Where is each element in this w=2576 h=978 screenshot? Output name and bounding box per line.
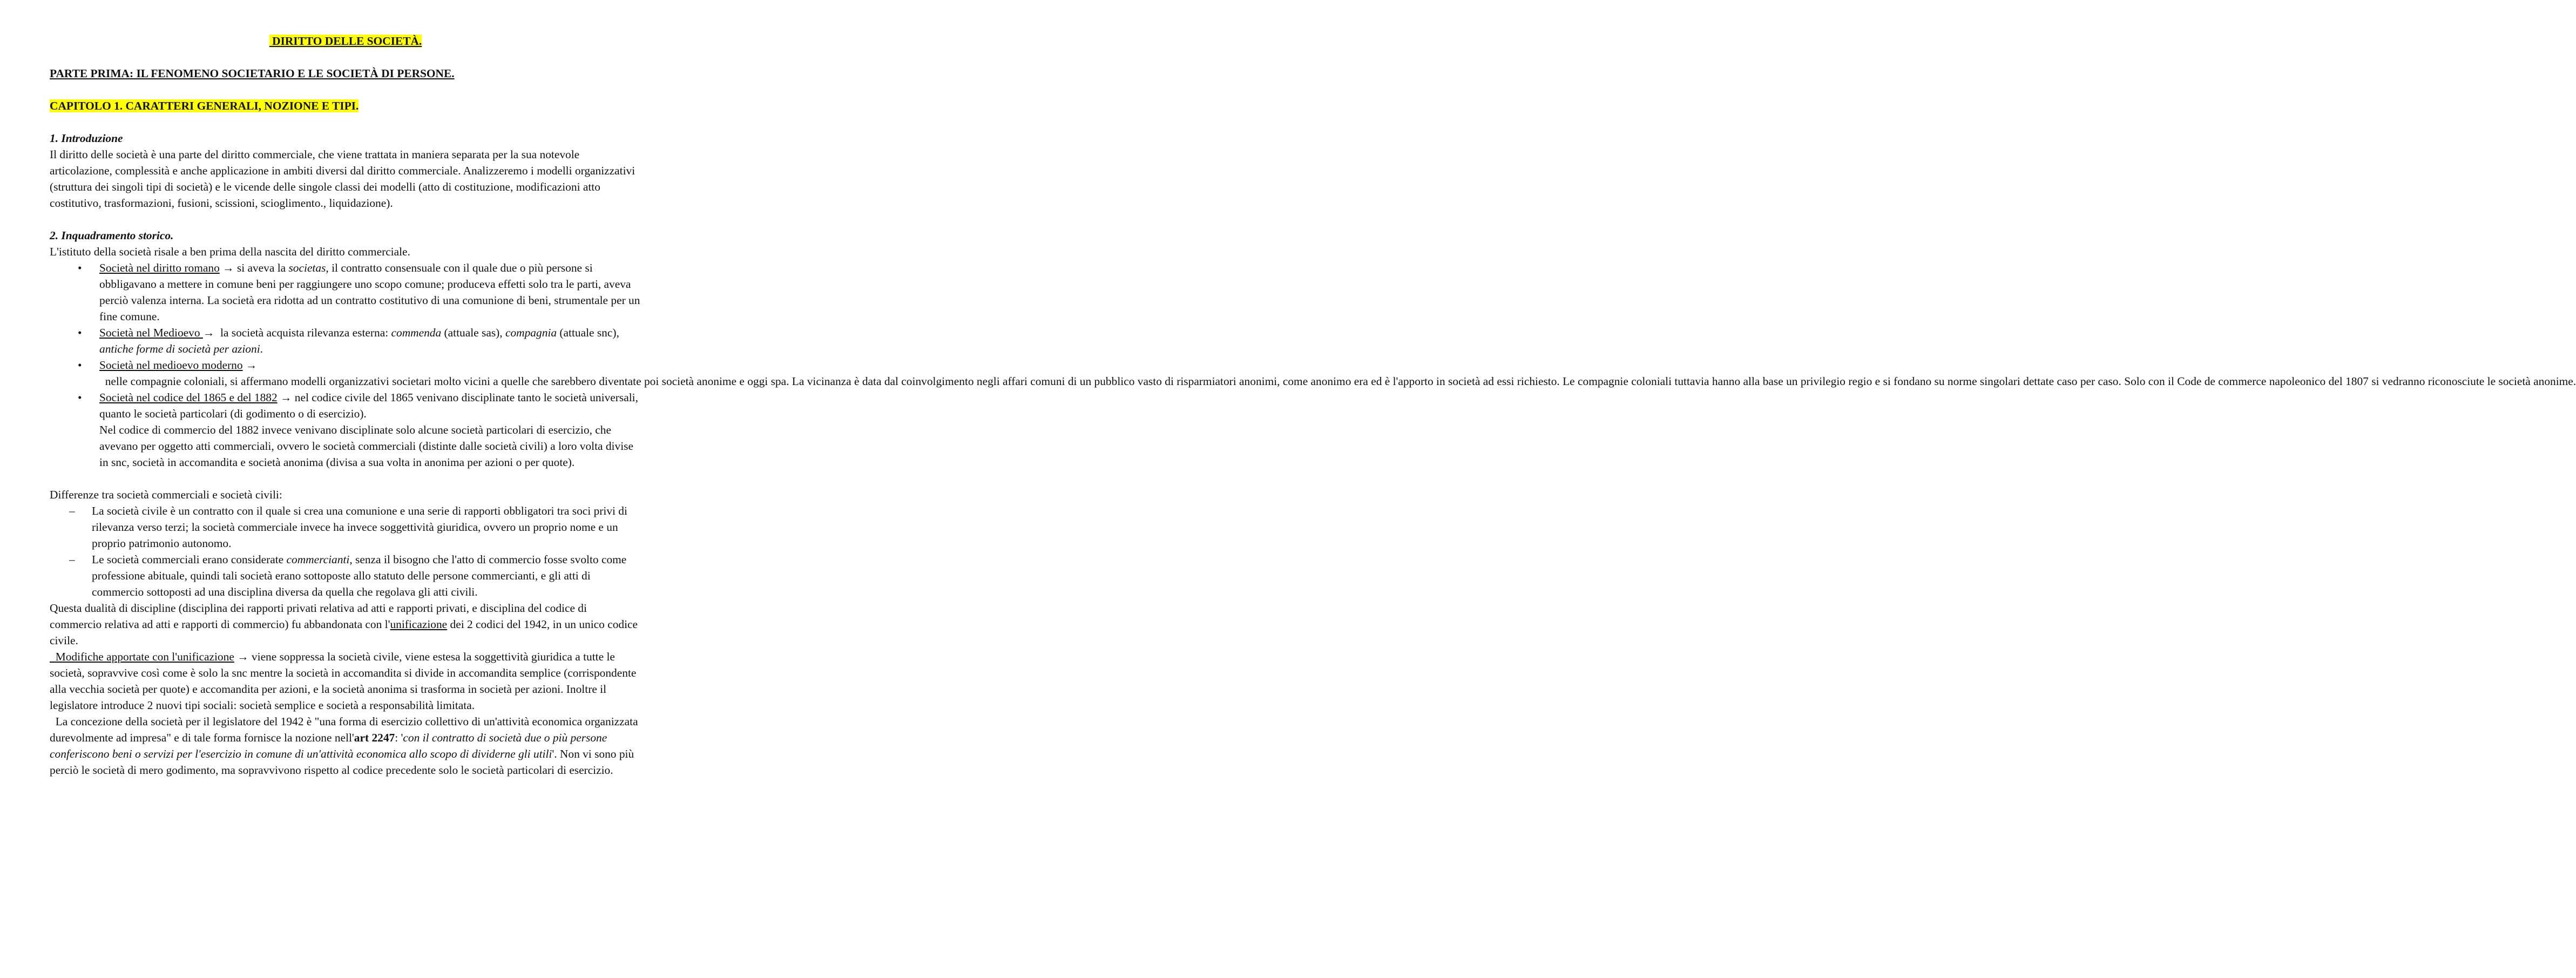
bullet-text: , il contratto consensuale con il quale due o più persone si obbligavano a mettere in comune beni per raggiungere uno scopo comune; produceva effetti solo tra le parti, aveva perciò valenza interna. La società era ridotta ad un contratto costitutivo di una comunione di beni, strumentale per un fine comune. (99, 261, 640, 323)
paragraph-text: La concezione della società per il legislatore del 1942 è "una forma di esercizio collettivo di un'attività economica organizzata durevolmente ad impresa" e di tale forma fornisce la nozione nell' (50, 715, 638, 744)
article-reference: art 2247 (354, 731, 395, 744)
paragraph-text: viene soppressa la società civile, viene estesa la soggettività giuridica a tutte le società, sopravvive così come è solo la snc mentre la società in accomandita si divide in accomandita semplice (corrispondente alla vecchia società per quote) e accomandita per azioni, e la società anonima si trasforma in società per azioni. Inoltre il legislatore introduce 2 nuovi tipi sociali: società semplice e società a responsabilità limitata. (50, 650, 637, 712)
bullet-text: nel codice civile del 1865 venivano disciplinate tanto le società universali, quanto le società particolari (di godimento o di esercizio). (99, 391, 638, 420)
article-quote: con il contratto di società due o più persone conferiscono beni o servizi per l'esercizio in comune di un'attività economica allo scopo di dividerne gli utili (50, 731, 607, 760)
list-item (69, 503, 641, 551)
list-item (78, 325, 641, 357)
differences-intro: Differenze tra società commerciali e società civili: (50, 488, 282, 501)
part-heading-text: PARTE PRIMA: IL FENOMENO SOCIETARIO E LE SOCIETÀ DI PERSONE. (50, 67, 455, 80)
document-title-text: DIRITTO DELLE SOCIETÀ. (269, 35, 422, 48)
bullet-italic-text: antiche forme di società per azioni (99, 342, 260, 355)
bullet-label: Società nel diritto romano (99, 261, 220, 274)
list-item (78, 260, 641, 325)
list-item (69, 551, 641, 600)
history-bullet-list (50, 260, 2576, 470)
leading-indent (50, 715, 56, 728)
bullet-marker: • (78, 261, 82, 274)
list-item-text: , senza il bisogno che l'atto di commercio fosse svolto come professione abituale, quindi tali società erano sottoposte allo statuto delle persone commercianti, e gli atti di commercio sottoposti ad una disciplina diversa da quella che regolava gli atti civili. (92, 553, 627, 598)
bullet-marker: • (78, 359, 82, 372)
bullet-text: la società acquista rilevanza esterna: (214, 326, 391, 339)
list-item-text: Le società commerciali erano considerate (92, 553, 287, 566)
modifiche-paragraph (50, 649, 641, 713)
leading-indent (50, 650, 56, 663)
section-1-heading: 1. Introduzione (50, 132, 123, 145)
list-item-italic-text: commercianti (286, 553, 350, 566)
list-item (78, 357, 2576, 389)
bullet-italic-text: societas (288, 261, 326, 274)
concezione-paragraph (50, 713, 641, 778)
bullet-label: Società nel medioevo moderno (99, 359, 243, 372)
arrow-icon: → (202, 326, 215, 339)
bullet-text: (attuale snc), (557, 326, 619, 339)
dash-marker: – (69, 504, 75, 517)
duality-paragraph (50, 600, 641, 649)
paragraph-text: '. Non vi sono più perciò le società di mero godimento, ma sopravvivono rispetto al codice precedente solo le società particolari di esercizio. (50, 747, 634, 777)
paragraph-text: dei 2 codici del 1942, in un unico codice civile. (50, 618, 638, 647)
bullet-text: Nel codice di commercio del 1882 invece venivano disciplinate solo alcune società particolari di esercizio, che avevano per oggetto atti commerciali, ovvero le società commerciali (distinte dalle società civili) a loro volta divise in snc, società in accomandita e società anonima (divisa a sua volta in anonima per azioni o per quote). (99, 423, 633, 469)
section-1-paragraph: Il diritto delle società è una parte del diritto commerciale, che viene trattata in maniera separata per la sua notevole articolazione, complessità e anche applicazione in ambiti diversi dal diritto commerciale. Analizzeremo i modelli organizzativi (struttura dei singoli tipi di società) e le vicende delle singole classi dei modelli (atto di costituzione, modificazioni atto costitutivo, trasformazioni, fusioni, scissioni, scioglimento., liquidazione). (50, 148, 635, 210)
bullet-marker: • (78, 391, 82, 404)
document-title (50, 33, 641, 49)
paragraph-text: : ' (395, 731, 403, 744)
underlined-term: unificazione (390, 618, 448, 631)
section-2-heading: 2. Inquadramento storico. (50, 229, 174, 242)
differences-list (50, 503, 641, 600)
bullet-italic-text: commenda (391, 326, 442, 339)
section-2-intro: L'istituto della società risale a ben prima della nascita del diritto commerciale. (50, 245, 410, 258)
arrow-icon: → (222, 261, 234, 274)
chapter-heading-text: CAPITOLO 1. CARATTERI GENERALI, NOZIONE E TIPI. (50, 99, 359, 112)
bullet-text: (attuale sas), (441, 326, 505, 339)
bullet-text: . (260, 342, 263, 355)
dash-marker: – (69, 553, 75, 566)
bullet-text: si aveva la (234, 261, 289, 274)
part-heading (50, 65, 641, 82)
paragraph-text: Questa dualità di discipline (disciplina dei rapporti privati relativa ad atti e rapporti privati, e disciplina del codice di commercio relativa ad atti e rapporti di commercio) fu abbandonata con l' (50, 602, 587, 631)
arrow-icon: → (237, 650, 249, 663)
list-item (78, 389, 641, 470)
bullet-marker: • (78, 326, 82, 339)
chapter-heading (50, 98, 641, 114)
modifiche-label: Modifiche apportate con l'unificazione (55, 650, 234, 663)
bullet-label: Società nel Medioevo (99, 326, 203, 339)
bullet-text: nelle compagnie coloniali, si affermano modelli organizzativi societari molto vicini a quelle che sarebbero diventate poi società anonime e oggi spa. La vicinanza è data dal coinvolgimento negli affari comuni di un pubblico vasto di risparmiatori anonimi, come anonimo era ed è l'apporto in società ad essi richiesto. Le compagnie coloniali tuttavia hanno alla base un privilegio regio e si fondano su norme singolari dettate caso per caso. Solo con il Code de commerce napoleonico del 1807 si vedranno riconosciute le società anonime. (99, 375, 2576, 388)
bullet-italic-text: compagnia (505, 326, 557, 339)
arrow-icon: → (245, 359, 258, 372)
list-item-text: La società civile è un contratto con il quale si crea una comunione e una serie di rapporti obbligatori tra soci privi di rilevanza verso terzi; la società commerciale invece ha invece soggettività giuridica, ovvero un proprio nome e un proprio patrimonio autonomo. (92, 504, 627, 550)
bullet-label: Società nel codice del 1865 e del 1882 (99, 391, 278, 404)
arrow-icon: → (280, 391, 292, 404)
